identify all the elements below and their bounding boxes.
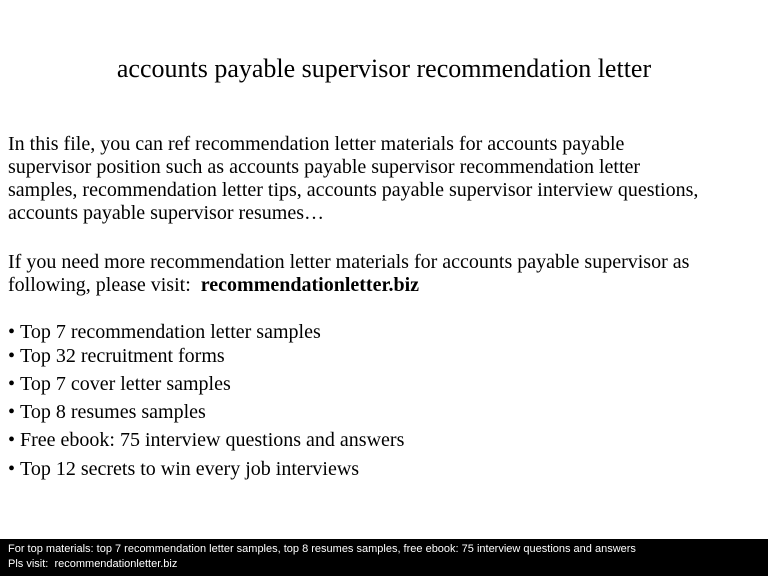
- list-item-text: Top 8 resumes samples: [20, 401, 206, 423]
- page-title: accounts payable supervisor recommendation letter: [116, 54, 652, 83]
- list-item-text: Top 32 recruitment forms: [20, 345, 225, 367]
- intro-line: samples, recommendation letter tips, accounts payable supervisor interview questions,: [8, 179, 699, 201]
- list-item-text: Top 7 cover letter samples: [20, 373, 231, 395]
- bullet-icon: •: [8, 345, 16, 367]
- footer-link[interactable]: recommendationletter.biz: [54, 558, 178, 570]
- list-item-text: Free ebook: 75 interview questions and answers: [20, 429, 405, 451]
- list-item: [8, 320, 321, 344]
- visit-paragraph: [8, 251, 760, 297]
- visit-line: If you need more recommendation letter materials for accounts payable supervisor as: [8, 251, 690, 273]
- footer-line: [8, 557, 768, 572]
- list-item: [8, 457, 359, 481]
- website-link[interactable]: recommendationletter.biz: [200, 274, 420, 296]
- footer-line: For top materials: top 7 recommendation letter samples, top 8 resumes samples, free ebook: 75 interview questions and answers: [8, 543, 636, 555]
- bullet-icon: •: [8, 458, 16, 480]
- bullet-icon: •: [8, 429, 16, 451]
- footer-banner: [0, 539, 768, 576]
- intro-line: supervisor position such as accounts payable supervisor recommendation letter: [8, 156, 641, 178]
- list-item-text: Top 7 recommendation letter samples: [20, 321, 321, 343]
- bullet-icon: •: [8, 401, 16, 423]
- intro-line: accounts payable supervisor resumes…: [8, 202, 325, 224]
- footer-prefix: Pls visit:: [8, 558, 49, 570]
- bullet-icon: •: [8, 321, 16, 343]
- intro-paragraph: [8, 133, 760, 225]
- bullet-icon: •: [8, 373, 16, 395]
- list-item-text: Top 12 secrets to win every job interviews: [20, 458, 360, 480]
- list-item: [8, 372, 231, 396]
- list-item: [8, 344, 225, 368]
- list-item: [8, 428, 404, 452]
- intro-line: In this file, you can ref recommendation letter materials for accounts payable: [8, 133, 625, 155]
- visit-line: [8, 274, 760, 297]
- visit-prefix: following, please visit:: [8, 274, 191, 296]
- list-item: [8, 400, 206, 424]
